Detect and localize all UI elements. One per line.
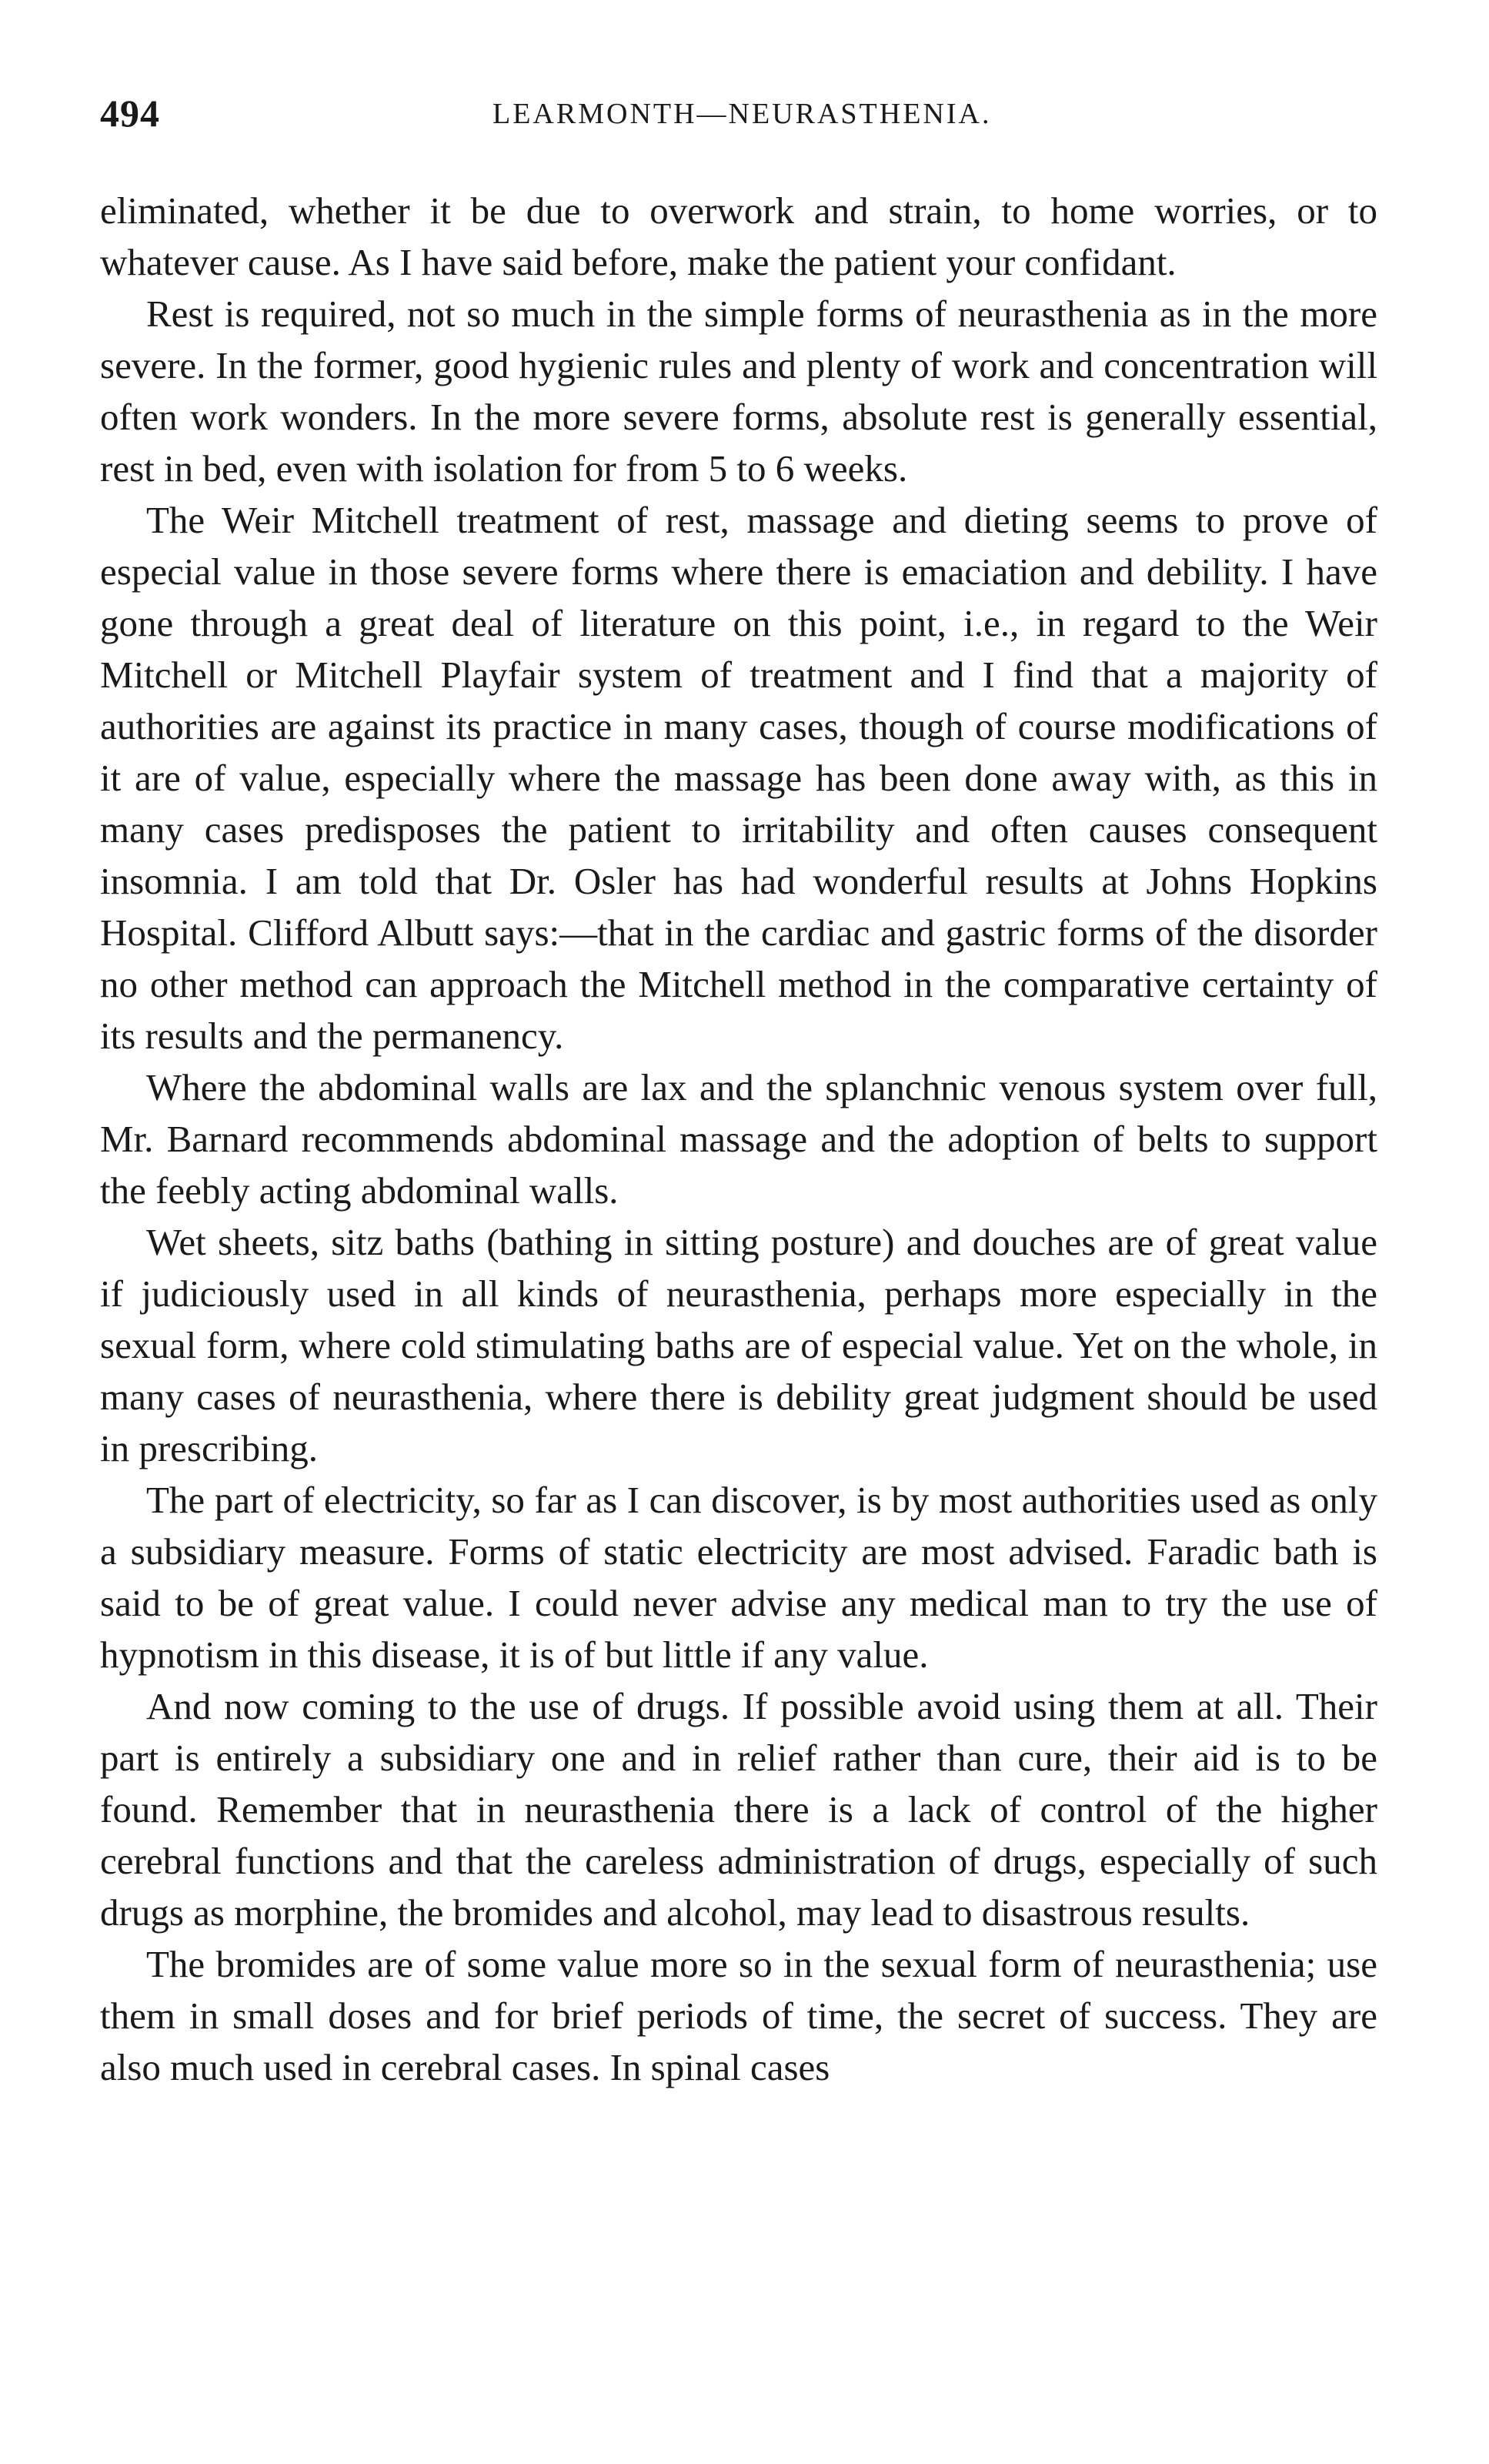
running-header (100, 91, 1377, 145)
paragraph: The part of electricity, so far as I can discover, is by most authorities used as only a subsidiary measure. Forms of static electricity are most advised. Faradic bath is said to be of great value. I could never advise any medical man to try the use of hypnotism in this disease, it is of but little if any value. (100, 1479, 1377, 1676)
paragraph: Where the abdominal walls are lax and the splanchnic venous system over full, Mr. Barnard recommends abdominal massage and the adoption of belts to support the feebly acting abdominal walls. (100, 1066, 1377, 1212)
running-title: LEARMONTH—NEURASTHENIA. (492, 98, 992, 130)
body-text (100, 185, 1377, 2093)
paragraph: Rest is required, not so much in the simple forms of neurasthenia as in the more severe. In the former, good hygienic rules and plenty of work and concentration will often work wonders. In the more severe forms, absolute rest is generally essential, rest in bed, even with isolation for from 5 to 6 weeks. (100, 293, 1377, 490)
paragraph: And now coming to the use of drugs. If possible avoid using them at all. Their part is entirely a subsidiary one and in relief rather than cure, their aid is to be found. Remember that in neurasthenia there is a lack of control of the higher cerebral functions and that the careless administration of drugs, especially of such drugs as morphine, the bromides and alcohol, may lead to disastrous results. (100, 1685, 1377, 1934)
paragraph: The Weir Mitchell treatment of rest, massage and dieting seems to prove of especial value in those severe forms where there is emaciation and debility. I have gone through a great deal of literature on this point, i.e., in regard to the Weir Mitchell or Mitchell Playfair system of treatment and I find that a majority of authorities are against its practice in many cases, though of course modifications of it are of value, especially where the massage has been done away with, as this in many cases predisposes the patient to irritability and often causes consequent insomnia. I am told that Dr. Osler has had wonderful results at Johns Hopkins Hospital. Clifford Albutt says:—that in the cardiac and gastric forms of the disorder no other method can approach the Mitchell method in the comparative certainty of its results and the permanency. (100, 499, 1377, 1057)
paragraph: Wet sheets, sitz baths (bathing in sitting posture) and douches are of great value if judiciously used in all kinds of neurasthenia, perhaps more especially in the sexual form, where cold stimulating baths are of especial value. Yet on the whole, in many cases of neurasthenia, where there is debility great judgment should be used in prescribing. (100, 1221, 1377, 1469)
paragraph: The bromides are of some value more so in the sexual form of neurasthenia; use them in small doses and for brief periods of time, the secret of success. They are also much used in cerebral cases. In spinal cases (100, 1943, 1377, 2088)
page-number: 494 (100, 92, 160, 135)
paragraph: eliminated, whether it be due to overwork and strain, to home worries, or to whatever cause. As I have said before, make the patient your confidant. (100, 189, 1377, 283)
